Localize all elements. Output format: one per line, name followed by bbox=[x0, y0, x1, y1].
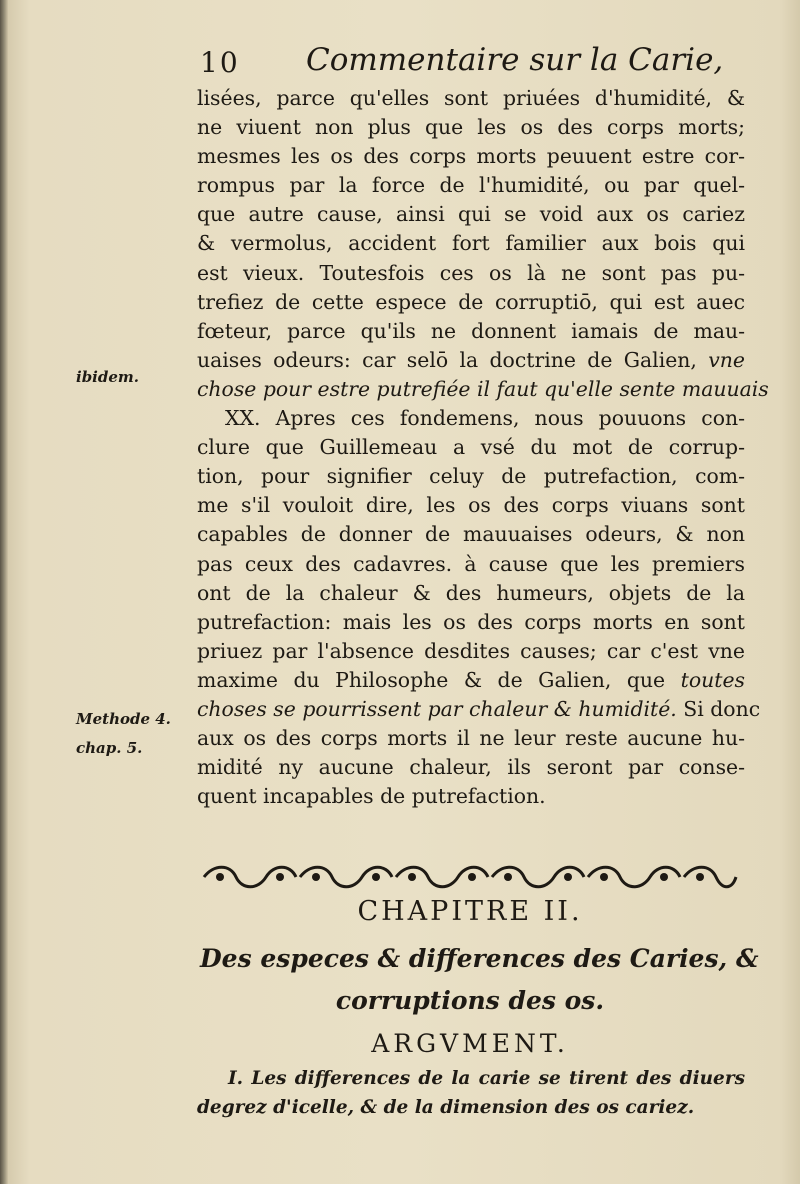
text-line: tion, pour signifier celuy de putrefaction, com- bbox=[197, 464, 745, 489]
main-text-block bbox=[197, 84, 769, 811]
argument-heading: ARGVMENT. bbox=[371, 1029, 569, 1058]
text-line: fœteur, parce qu'ils ne donnent iamais de mau- bbox=[197, 318, 745, 343]
text-line: que autre cause, ainsi qui se void aux os cariez bbox=[197, 202, 745, 227]
margin-note-methode: Methode 4. bbox=[76, 710, 171, 728]
text-line: pas ceux des cadavres. à cause que les premiers bbox=[197, 551, 745, 576]
page-number: 10 bbox=[200, 46, 240, 79]
italic-quote-line: chose pour estre putrefiée il faut qu'elle sente mauuais bbox=[197, 376, 769, 401]
text-line: me s'il vouloit dire, les os des corps viuans sont bbox=[197, 493, 745, 518]
text-line bbox=[197, 695, 761, 724]
text-line: clure que Guillemeau a vsé du mot de corrup- bbox=[197, 435, 745, 460]
text-line: & vermolus, accident fort familier aux bois qui bbox=[197, 231, 745, 256]
text-line: putrefaction: mais les os des corps morts en sont bbox=[197, 609, 745, 634]
chapter-title-line-1: Des especes & differences des Caries, & bbox=[200, 944, 759, 973]
text-line: lisées, parce qu'elles sont priuées d'humidité, & bbox=[197, 86, 745, 110]
page-gutter-shadow bbox=[0, 0, 8, 1184]
text-line: midité ny aucune chaleur, ils seront par conse- bbox=[197, 755, 745, 780]
italic-quote-segment: vne bbox=[708, 347, 745, 372]
argument-line-1: I. Les differences de la carie se tirent des diuers bbox=[228, 1068, 745, 1089]
text-line: ne viuent non plus que les os des corps morts; bbox=[197, 115, 745, 140]
text-line: capables de donner de mauuaises odeurs, & non bbox=[197, 522, 745, 547]
italic-quote-segment: choses se pourrissent par chaleur & humidité. bbox=[197, 696, 677, 721]
text-segment: uaises odeurs: car selō la doctrine de Galien, bbox=[197, 347, 697, 372]
argument-line-2: degrez d'icelle, & de la dimension des os cariez. bbox=[197, 1097, 695, 1118]
text-segment: maxime du Philosophe & de Galien, que bbox=[197, 667, 666, 692]
chapter-heading: CHAPITRE II. bbox=[357, 896, 583, 927]
running-title: Commentaire sur la Carie, bbox=[306, 42, 724, 78]
text-line: priuez par l'absence desdites causes; car c'est vne bbox=[197, 638, 745, 663]
text-line bbox=[197, 346, 745, 375]
text-line: mesmes les os des corps morts peuuent estre cor- bbox=[197, 144, 745, 169]
italic-quote-segment: toutes bbox=[680, 667, 745, 692]
text-line: trefiez de cette espece de corruptiō, qui est auec bbox=[197, 289, 745, 314]
chapter-title-line-2: corruptions des os. bbox=[335, 986, 605, 1015]
section-xx-start: XX. Apres ces fondemens, nous pouuons con- bbox=[225, 406, 745, 431]
margin-note-chapter-ref: chap. 5. bbox=[76, 739, 143, 757]
text-line bbox=[197, 666, 745, 695]
text-line: est vieux. Toutesfois ces os là ne sont pas pu- bbox=[197, 260, 745, 285]
text-line: rompus par la force de l'humidité, ou par quel- bbox=[197, 173, 745, 198]
text-line: aux os des corps morts il ne leur reste aucune hu- bbox=[197, 726, 745, 751]
text-line: ont de la chaleur & des humeurs, objets de la bbox=[197, 580, 745, 605]
decorative-ornament-band bbox=[200, 862, 740, 892]
margin-note-ibidem: ibidem. bbox=[76, 368, 140, 386]
page-header bbox=[196, 38, 756, 90]
text-segment: Si donc bbox=[683, 696, 761, 721]
text-line: quent incapables de putrefaction. bbox=[197, 784, 546, 809]
